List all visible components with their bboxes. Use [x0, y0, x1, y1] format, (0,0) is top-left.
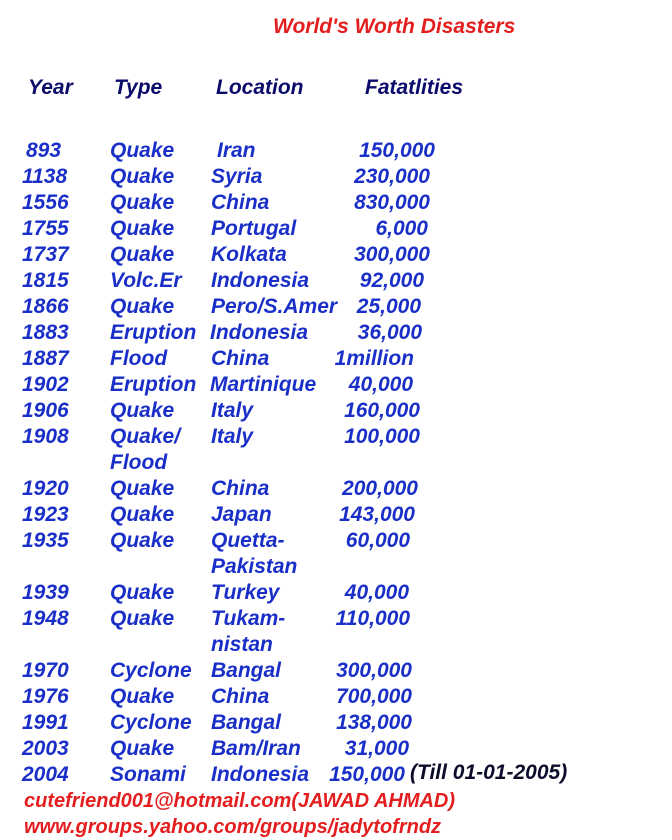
cell-year: 1883 — [22, 321, 69, 344]
cell-fatalities: 200,000 — [342, 477, 418, 500]
cell-location: Italy — [211, 425, 254, 448]
cell-fatalities: 60,000 — [345, 529, 410, 552]
cell-location: Kolkata — [211, 243, 287, 266]
cell-fatalities: 300,000 — [354, 243, 430, 266]
cell-year: 1556 — [22, 191, 69, 214]
cell-year: 1866 — [22, 295, 69, 318]
cell-year: 1887 — [22, 347, 69, 370]
cell-fatalities: 150,000 — [359, 139, 435, 162]
cell-year: 1991 — [22, 711, 69, 734]
cell-type: Quake/ — [110, 425, 181, 448]
cell-year: 1923 — [22, 503, 69, 526]
cell-location: Indonesia — [211, 763, 310, 786]
cell-location: China — [211, 477, 270, 500]
cell-fatalities: 150,000 — [329, 763, 405, 786]
cell-type: Eruption — [110, 321, 197, 344]
cell-type: Flood — [110, 451, 168, 474]
cell-fatalities: 31,000 — [344, 737, 409, 760]
cell-year: 1948 — [22, 607, 69, 630]
cell-fatalities: 160,000 — [344, 399, 420, 422]
cell-location: Pakistan — [211, 555, 298, 578]
cell-year: 2004 — [22, 763, 69, 786]
cell-location: China — [211, 685, 270, 708]
cell-location: Italy — [211, 399, 254, 422]
date-note: (Till 01-01-2005) — [410, 761, 568, 784]
cell-location: Quetta- — [211, 529, 285, 552]
cell-type: Volc.Er — [110, 269, 182, 292]
cell-year: 1976 — [22, 685, 69, 708]
cell-type: Quake — [110, 139, 175, 162]
cell-fatalities: 92,000 — [359, 269, 424, 292]
cell-location: Iran — [217, 139, 256, 162]
cell-type: Quake — [110, 191, 175, 214]
cell-year: 1737 — [22, 243, 69, 266]
cell-location: China — [211, 191, 270, 214]
cell-fatalities: 6,000 — [375, 217, 428, 240]
cell-fatalities: 830,000 — [354, 191, 430, 214]
cell-fatalities: 700,000 — [336, 685, 412, 708]
cell-location: Syria — [211, 165, 263, 188]
cell-type: Eruption — [110, 373, 197, 396]
cell-fatalities: 230,000 — [354, 165, 430, 188]
cell-fatalities: 110,000 — [335, 607, 410, 630]
cell-type: Quake — [110, 529, 175, 552]
cell-type: Quake — [110, 477, 175, 500]
cell-type: Quake — [110, 399, 175, 422]
cell-year: 1755 — [22, 217, 69, 240]
cell-location: Tukam- — [211, 607, 286, 630]
cell-fatalities: 40,000 — [348, 373, 413, 396]
cell-year: 1906 — [22, 399, 69, 422]
cell-type: Sonami — [110, 763, 186, 786]
cell-year: 1138 — [22, 165, 68, 188]
header-year: Year — [28, 76, 73, 99]
cell-year: 1815 — [22, 269, 69, 292]
cell-year: 1939 — [22, 581, 69, 604]
cell-location: Japan — [211, 503, 272, 526]
cell-location: Turkey — [211, 581, 280, 604]
cell-type: Quake — [110, 685, 175, 708]
cell-type: Quake — [110, 607, 175, 630]
cell-fatalities: 1million — [334, 347, 414, 370]
cell-location: Portugal — [211, 217, 297, 240]
cell-type: Cyclone — [110, 711, 192, 734]
page-title: World's Worth Disasters — [273, 15, 516, 38]
cell-fatalities: 40,000 — [344, 581, 409, 604]
header-type: Type — [114, 76, 163, 99]
cell-location: China — [211, 347, 270, 370]
cell-type: Flood — [110, 347, 168, 370]
cell-type: Quake — [110, 217, 175, 240]
cell-type: Quake — [110, 295, 175, 318]
cell-location: Bam/Iran — [211, 737, 301, 760]
cell-type: Quake — [110, 737, 175, 760]
cell-fatalities: 138,000 — [336, 711, 412, 734]
cell-year: 893 — [26, 139, 62, 162]
footer-url: www.groups.yahoo.com/groups/jadytofrndz — [24, 816, 442, 838]
cell-fatalities: 36,000 — [357, 321, 422, 344]
header-location: Location — [216, 76, 304, 99]
cell-year: 1908 — [22, 425, 69, 448]
cell-year: 1970 — [22, 659, 69, 682]
cell-year: 1935 — [22, 529, 69, 552]
cell-type: Cyclone — [110, 659, 192, 682]
cell-location: Indonesia — [211, 269, 310, 292]
cell-location: Indonesia — [210, 321, 309, 344]
cell-location: nistan — [211, 633, 273, 656]
cell-fatalities: 100,000 — [344, 425, 420, 448]
header-fatalities: Fatatlities — [365, 76, 464, 99]
cell-location: Pero/S.Amer — [211, 295, 338, 318]
cell-year: 2003 — [22, 737, 69, 760]
cell-type: Quake — [110, 581, 175, 604]
cell-location: Bangal — [211, 659, 282, 682]
footer-email: cutefriend001@hotmail.com(JAWAD AHMAD) — [24, 790, 456, 812]
cell-type: Quake — [110, 243, 175, 266]
cell-type: Quake — [110, 503, 175, 526]
cell-year: 1902 — [22, 373, 69, 396]
cell-fatalities: 300,000 — [336, 659, 412, 682]
cell-type: Quake — [110, 165, 175, 188]
cell-year: 1920 — [22, 477, 69, 500]
cell-fatalities: 143,000 — [339, 503, 415, 526]
cell-location: Martinique — [210, 373, 317, 396]
cell-fatalities: 25,000 — [356, 295, 421, 318]
cell-location: Bangal — [211, 711, 282, 734]
